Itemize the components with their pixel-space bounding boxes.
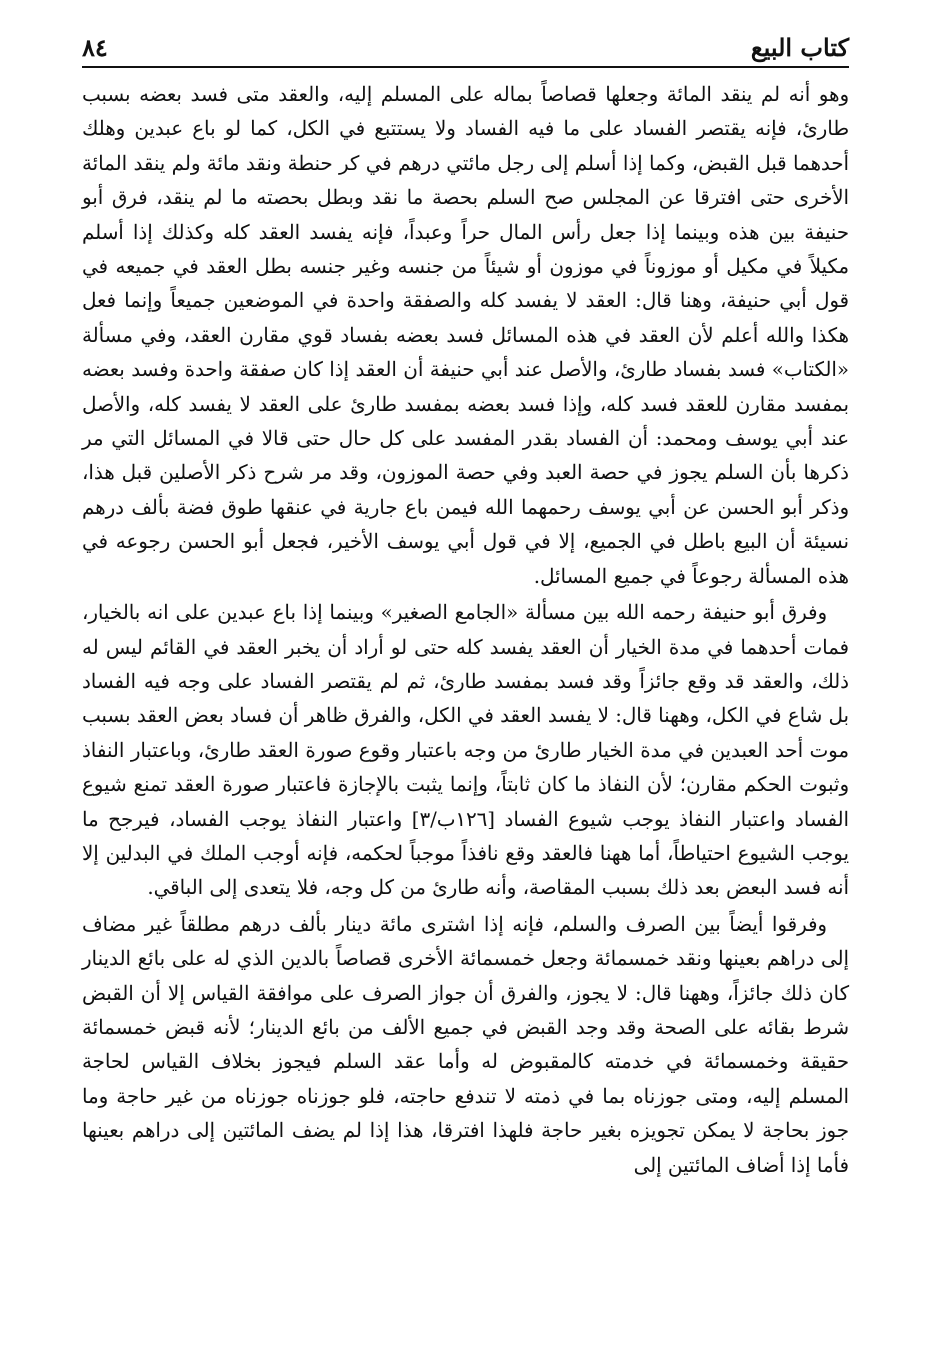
paragraph-3: وفرقوا أيضاً بين الصرف والسلم، فإنه إذا اشترى مائة دينار بألف درهم مطلقاً غير مضاف إلى دراهم بعينها ونقد خمسمائة وجعل خمسمائة الأخرى قصاصاً بالدين الذي له على بائع الدينار كان ذلك جائزاً، وههنا قال: لا يجوز، والفرق أن جواز الصرف على موافقة القياس إلا أن القبض شرط بقائه على الصحة وقد وجد القبض في جميع الألف من بائع الدينار؛ لأنه قبض خمسمائة حقيقة وخمسمائة في خدمته كالمقبوض له وأما عقد السلم فيجوز بخلاف القياس لحاجة المسلم إليه، ومتى جوزناه بما في ذمته لا تندفع حاجته، فلو جوزناه جوزناه من غير حاجة وما جوز بحاجة لا يمكن تجويزه بغير حاجة فلهذا افترقا، هذا إذا لم يضف المائتين إلى دراهم بعينها فأما إذا أضاف المائتين إلى: [82, 912, 849, 1177]
chapter-title: كتاب البيع: [750, 33, 849, 62]
running-header: [82, 22, 849, 68]
paragraph-2: وفرق أبو حنيفة رحمه الله بين مسألة «الجامع الصغير» وبينما إذا باع عبدين على انه بالخيار، فمات أحدهما في مدة الخيار أن العقد يفسد كله حتى لو أراد أن يخبر العقد في القائم ليس له ذلك، والعقد قد وقع جائزاً وقد فسد بمفسد طارئ، ثم لم يقتصر الفساد على وجه فيه الفساد بل شاع في الكل، وههنا قال: لا يفسد العقد في الكل، والفرق ظاهر أن فساد بعض العقد بسبب موت أحد العبدين في مدة الخيار طارئ من وجه باعتبار وقوع صورة العقد طارئ، وباعتبار النفاذ وثبوت الحكم مقارن؛ لأن النفاذ ما كان ثابتاً، وإنما يثبت بالإجازة فاعتبار صورة العقد تمنع شيوع الفساد واعتبار النفاذ يوجب شيوع الفساد [١٢٦ب/٣] واعتبار النفاذ يوجب الفساد، فيرجح ما يوجب الشيوع احتياطاً، أما ههنا فالعقد وقع نافذاً موجباً لحكمه، فإنه أوجب الملك في البدلين إلا أنه فسد البعض بعد ذلك بسبب المقاصة، وأنه طارئ من كل وجه، فلا يتعدى إلى الباقي.: [82, 601, 849, 900]
page-number: ٨٤: [82, 33, 108, 62]
paragraph-1: وهو أنه لم ينقد المائة وجعلها قصاصاً بماله على المسلم إليه، والعقد متى فسد بعضه بسبب طارئ، فإنه يقتصر الفساد على ما فيه الفساد ولا يستتبع في الكل، كما لو باع عبدين وهلك أحدهما قبل القبض، وكما إذا أسلم إلى رجل مائتي درهم في كر حنطة ونقد مائة ولم ينقد المائة الأخرى حتى افترقا عن المجلس صح السلم بحصة ما نقد وبطل بحصته ما لم ينقد، فرق أبو حنيفة بين هذه وبينما إذا جعل رأس المال حراً وعبداً، فإنه يفسد العقد كله وكذلك إذا أسلم مكيلاً في مكيل أو موزوناً في موزون أو شيئاً من جنسه وغير جنسه بطل العقد في جميعه في قول أبي حنيفة، وهنا قال: العقد لا يفسد كله والصفقة واحدة في الموضعين جميعاً وإنما فعل هكذا والله أعلم لأن العقد في هذه المسائل فسد بعضه بفساد قوي مقارن العقد، وفي مسألة «الكتاب» فسد بفساد طارئ، والأصل عند أبي حنيفة أن العقد إذا كان صفقة واحدة وفسد بعضه بمفسد مقارن للعقد فسد كله، وإذا فسد بعضه بمفسد طارئ على العقد لا يفسد كله، والأصل عند أبي يوسف ومحمد: أن الفساد بقدر المفسد على كل حال حتى قالا في المسائل التي مر ذكرها بأن السلم يجوز في حصة العبد وفي حصة الموزون، وقد مر شرح ذكر الأصلين قبل هذا، وذكر أبو الحسن عن أبي يوسف رحمهما الله فيمن باع جارية في عنقها طوق فضة بألف درهم نسيئة أن البيع باطل في الجميع، إلا في قول أبي يوسف الأخير، فجعل أبو الحسن رجوعه في هذه المسألة رجوعاً في جميع المسائل.: [82, 83, 849, 588]
body-text: [82, 78, 849, 1185]
